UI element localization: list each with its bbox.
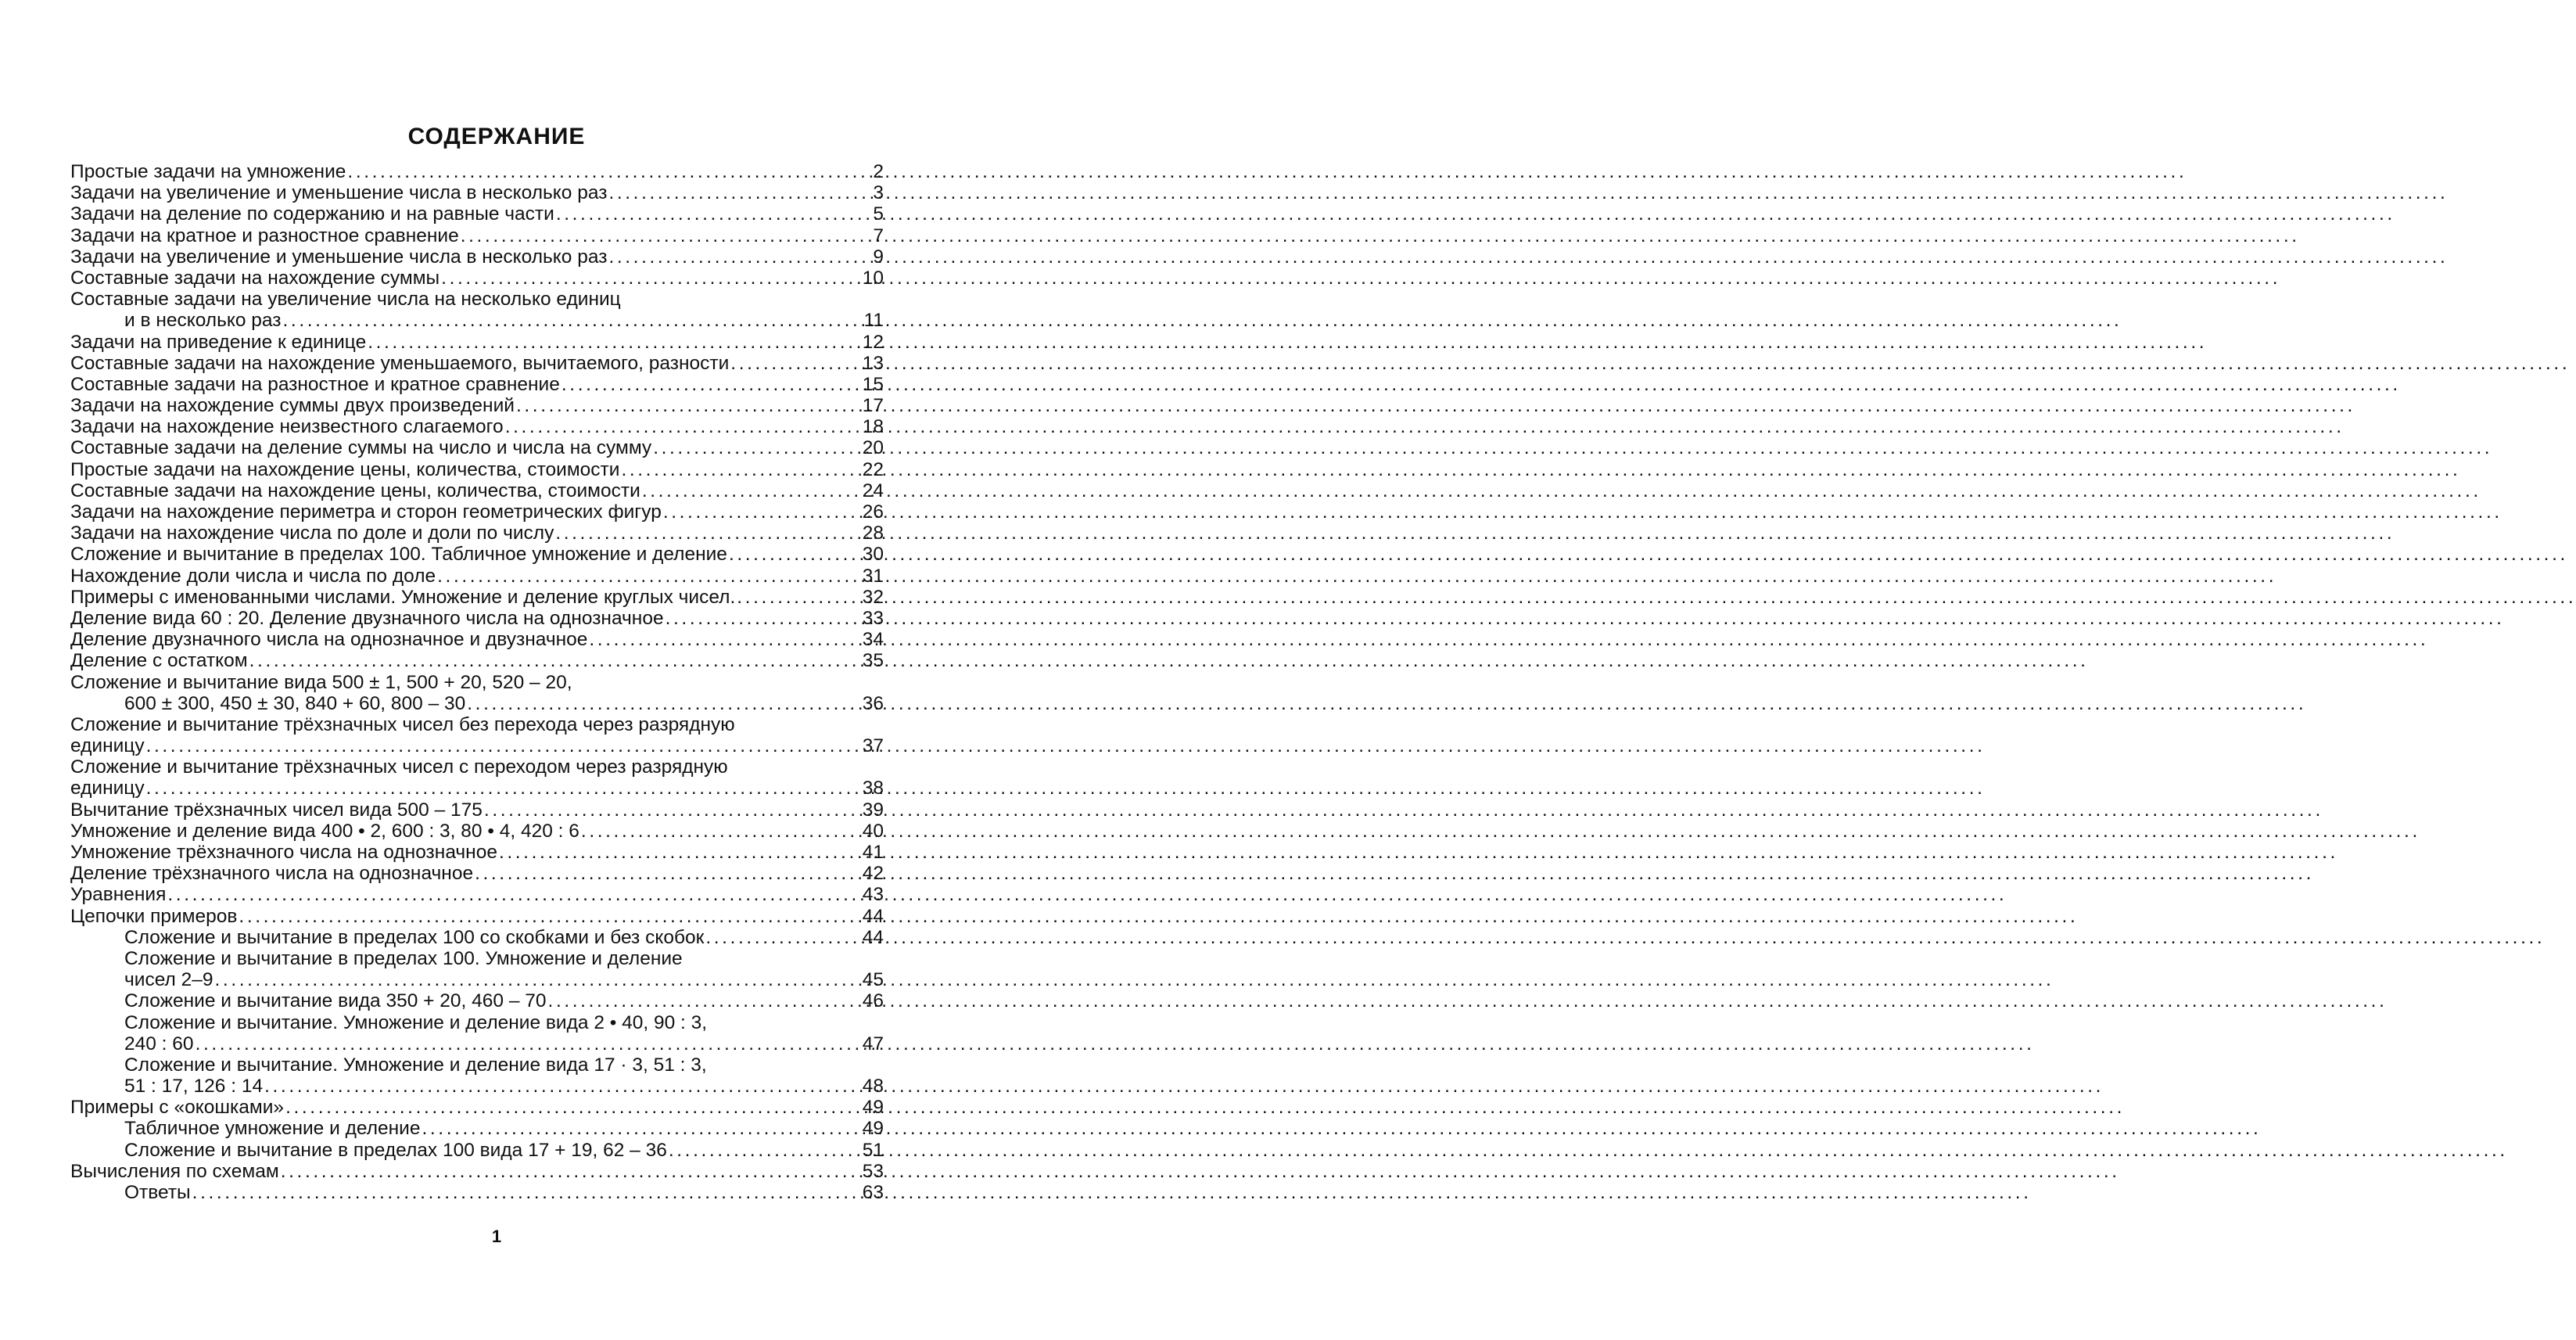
toc-entry	[70, 268, 884, 289]
toc-entry	[70, 310, 884, 331]
toc-entry-page: 49	[862, 1097, 884, 1119]
toc-entry-page: 10	[862, 267, 884, 289]
toc-entry-title: Вычитание трёхзначных чисел вида 500 – 175	[70, 799, 483, 821]
toc-entry-title: Сложение и вычитание в пределах 100. Табличное умножение и деление	[70, 544, 727, 566]
toc-entry	[70, 799, 884, 821]
toc-entry	[70, 332, 884, 353]
toc-entry	[70, 395, 884, 416]
toc-entry-page: 20	[862, 437, 884, 459]
dot-leader	[669, 1140, 861, 1161]
toc-entry-page: 22	[862, 458, 884, 480]
dot-leader	[653, 437, 861, 458]
toc-entry-title: Деление трёхзначного числа на однозначное	[70, 863, 474, 885]
toc-entry-title: Деление вида 60 : 20. Деление двузначного числа на однозначное	[70, 607, 664, 629]
toc-entry-page: 40	[862, 820, 884, 842]
toc-entry	[70, 735, 884, 756]
dot-leader	[621, 459, 860, 480]
toc-entry-page: 53	[862, 1160, 884, 1182]
dot-leader	[505, 416, 861, 437]
toc-entry-title: 600 ± 300, 450 ± 30, 840 + 60, 800 – 30	[124, 692, 466, 714]
toc-entry-page: 33	[862, 607, 884, 629]
toc-entry-title: Составные задачи на увеличение числа на несколько единиц	[70, 289, 621, 311]
toc-entry-title: Умножение и деление вида 400 • 2, 600 : 3, 80 • 4, 420 : 6	[70, 820, 579, 842]
toc-entry-page: 3	[873, 182, 884, 204]
toc-entry-page: 39	[862, 799, 884, 821]
toc-entry-title: 51 : 17, 126 : 14	[124, 1076, 264, 1098]
toc-entry	[70, 416, 884, 437]
toc-entry	[70, 842, 884, 863]
toc-entry	[70, 1182, 884, 1203]
toc-entry-title: единицу	[70, 735, 145, 757]
toc-entry-page: 31	[862, 565, 884, 587]
toc-entry	[70, 437, 884, 458]
toc-entry-page: 24	[862, 480, 884, 501]
toc-entry-title: Сложение и вычитание. Умножение и деление вида 2 • 40, 90 : 3,	[124, 1011, 708, 1033]
dot-leader	[264, 1076, 861, 1097]
toc-entry	[70, 863, 884, 884]
dot-leader	[285, 1097, 861, 1118]
toc-entry-title: Задачи на деление по содержанию и на равные части	[70, 203, 554, 225]
toc-entry-title: Сложение и вычитание. Умножение и деление вида 17 · 3, 51 : 3,	[124, 1054, 707, 1076]
toc-entry-title: единицу	[70, 778, 145, 799]
toc-entry-page: 51	[862, 1139, 884, 1161]
toc-entry-title: 240 : 60	[124, 1033, 194, 1054]
toc-entry-title: Вычисления по схемам	[70, 1160, 279, 1182]
toc-entry-page: 63	[862, 1182, 884, 1203]
toc-entry-page: 11	[863, 310, 884, 332]
toc-entry-page: 49	[862, 1118, 884, 1140]
dot-leader	[729, 544, 861, 565]
toc-entry-title: Составные задачи на разностное и кратное сравнение	[70, 373, 560, 395]
toc-entry-page: 36	[862, 692, 884, 714]
toc-entry	[70, 906, 884, 927]
toc-entry-title: Задачи на нахождение периметра и сторон геометрических фигур	[70, 501, 662, 523]
toc-entry-page: 2	[873, 161, 884, 182]
toc-entry-title: Задачи на приведение к единице	[70, 331, 367, 353]
toc-entry-page: 47	[862, 1033, 884, 1054]
dot-leader	[146, 778, 861, 799]
dot-leader	[516, 395, 861, 416]
page-number: 1	[491, 1227, 502, 1246]
toc-entry-page: 32	[862, 586, 884, 608]
toc-entry	[70, 927, 884, 948]
toc-entry-page: 34	[862, 629, 884, 651]
toc-entry-title: Сложение и вычитание в пределах 100. Умножение и деление	[124, 947, 683, 969]
toc-entry	[70, 608, 884, 629]
dot-leader	[555, 523, 860, 544]
toc-entry	[70, 672, 884, 693]
toc-entry	[70, 1054, 884, 1076]
toc-entry	[70, 182, 884, 203]
toc-entry-title: Сложение и вычитание трёхзначных чисел с переходом через разрядную	[70, 756, 728, 778]
dot-leader	[196, 1033, 861, 1054]
dot-leader	[556, 203, 872, 225]
toc-entry-title: Ответы	[124, 1182, 191, 1203]
toc-entry	[70, 969, 884, 990]
toc-entry-title: Составные задачи на деление суммы на число и числа на сумму	[70, 437, 652, 459]
toc-entry	[70, 714, 884, 735]
toc-entry-title: Нахождение доли числа и числа по доле	[70, 565, 436, 587]
dot-leader	[467, 693, 860, 714]
toc-entry	[70, 821, 884, 842]
toc-entry-page: 43	[862, 884, 884, 906]
toc-entry	[70, 161, 884, 182]
dot-leader	[666, 608, 861, 629]
dot-leader	[608, 182, 871, 203]
toc-entry-title: Цепочки примеров	[70, 905, 238, 927]
toc-entry	[70, 1076, 884, 1097]
dot-leader	[368, 332, 861, 353]
toc-entry-title: Задачи на нахождение неизвестного слагаемого	[70, 416, 504, 438]
toc-entry-title: Уравнения	[70, 884, 167, 906]
toc-entry-page: 5	[873, 203, 884, 225]
toc-entry	[70, 289, 884, 310]
toc-entry-page: 37	[862, 735, 884, 757]
toc-entry	[70, 756, 884, 778]
dot-leader	[281, 1161, 861, 1182]
dot-leader	[192, 1182, 861, 1203]
dot-leader	[581, 821, 861, 842]
toc-entry	[70, 587, 884, 608]
table-of-contents	[70, 161, 884, 1203]
toc-entry-title: Задачи на увеличение и уменьшение числа в несколько раз	[70, 182, 608, 204]
toc-entry-page: 15	[862, 373, 884, 395]
dot-leader	[283, 310, 863, 331]
dot-leader	[347, 161, 871, 182]
dot-leader	[215, 969, 861, 990]
dot-leader	[561, 374, 861, 395]
toc-entry	[70, 1140, 884, 1161]
toc-entry-page: 46	[862, 990, 884, 1012]
toc-entry-title: Умножение трёхзначного числа на однозначное	[70, 842, 497, 863]
toc-entry	[70, 246, 884, 268]
toc-entry	[70, 480, 884, 501]
dot-leader	[737, 587, 860, 608]
toc-entry-page: 41	[862, 842, 884, 863]
toc-entry-page: 48	[862, 1076, 884, 1098]
toc-entry	[70, 225, 884, 246]
dot-leader	[705, 927, 860, 948]
toc-entry-title: Составные задачи на нахождение уменьшаемого, вычитаемого, разности	[70, 352, 730, 374]
toc-entry-title: Задачи на кратное и разностное сравнение	[70, 225, 459, 246]
dot-leader	[475, 863, 861, 884]
toc-entry-title: Сложение и вычитание вида 350 + 20, 460 – 70	[124, 990, 547, 1012]
toc-entry-title: Табличное умножение и деление	[124, 1118, 421, 1140]
toc-entry	[70, 353, 884, 374]
toc-entry-title: Составные задачи на нахождение цены, количества, стоимости	[70, 480, 640, 501]
toc-entry-title: чисел 2–9	[124, 969, 213, 991]
toc-entry-page: 44	[862, 905, 884, 927]
toc-entry	[70, 948, 884, 969]
toc-entry	[70, 884, 884, 905]
toc-entry	[70, 544, 884, 565]
toc-entry-page: 28	[862, 523, 884, 544]
toc-entry	[70, 990, 884, 1011]
toc-entry-page: 38	[862, 778, 884, 799]
dot-leader	[484, 799, 861, 821]
dot-leader	[167, 884, 860, 905]
dot-leader	[499, 842, 861, 863]
dot-leader	[730, 353, 860, 374]
toc-entry	[70, 629, 884, 650]
toc-entry-title: Сложение и вычитание в пределах 100 со скобками и без скобок	[124, 926, 705, 948]
toc-entry-page: 18	[862, 416, 884, 438]
toc-entry-title: Примеры с «окошками»	[70, 1097, 285, 1119]
toc-entry-title: Составные задачи на нахождение суммы	[70, 267, 440, 289]
toc-entry	[70, 203, 884, 225]
toc-entry	[70, 566, 884, 587]
dot-leader	[589, 629, 860, 650]
toc-entry-page: 12	[862, 331, 884, 353]
toc-entry-title: Задачи на увеличение и уменьшение числа в несколько раз	[70, 246, 608, 268]
dot-leader	[548, 990, 861, 1011]
toc-entry-title: Задачи на нахождение суммы двух произведений	[70, 395, 515, 417]
toc-entry	[70, 1012, 884, 1033]
page-title: СОДЕРЖАНИЕ	[407, 124, 586, 149]
toc-entry-page: 7	[873, 225, 884, 246]
toc-entry	[70, 523, 884, 544]
toc-entry	[70, 501, 884, 523]
toc-entry-page: 9	[873, 246, 884, 268]
toc-entry	[70, 1097, 884, 1118]
toc-entry-page: 42	[862, 863, 884, 885]
toc-entry-title: Простые задачи на нахождение цены, количества, стоимости	[70, 458, 620, 480]
dot-leader	[437, 566, 861, 587]
toc-entry	[70, 1033, 884, 1054]
dot-leader	[663, 501, 861, 523]
toc-entry-page: 35	[862, 650, 884, 672]
toc-entry	[70, 459, 884, 480]
toc-entry	[70, 650, 884, 671]
toc-entry-page: 44	[862, 926, 884, 948]
toc-entry-page: 30	[862, 544, 884, 566]
toc-entry-title: Деление с остатком	[70, 650, 248, 672]
toc-entry	[70, 778, 884, 799]
toc-entry-title: Сложение и вычитание трёхзначных чисел без перехода через разрядную	[70, 713, 735, 735]
toc-entry-title: Простые задачи на умножение	[70, 161, 346, 182]
toc-entry-page: 17	[862, 395, 884, 417]
toc-entry	[70, 1161, 884, 1182]
toc-entry	[70, 374, 884, 395]
dot-leader	[642, 480, 861, 501]
dot-leader	[608, 246, 871, 268]
toc-entry	[70, 693, 884, 714]
toc-entry	[70, 1118, 884, 1139]
toc-entry-page: 13	[862, 352, 884, 374]
dot-leader	[146, 735, 861, 756]
toc-entry-title: Примеры с именованными числами. Умножение и деление круглых чисел.	[70, 586, 736, 608]
toc-entry-title: Задачи на нахождение числа по доле и доли по числу	[70, 523, 554, 544]
dot-leader	[239, 906, 860, 927]
toc-entry-page: 45	[862, 969, 884, 991]
dot-leader	[249, 650, 861, 671]
dot-leader	[441, 268, 861, 289]
toc-entry-title: Сложение и вычитание в пределах 100 вида 17 + 19, 62 – 36	[124, 1139, 667, 1161]
toc-entry-title: Деление двузначного числа на однозначное и двузначное	[70, 629, 588, 651]
dot-leader	[422, 1118, 860, 1139]
toc-entry-page: 26	[862, 501, 884, 523]
dot-leader	[461, 225, 872, 246]
toc-entry-title: и в несколько раз	[124, 310, 282, 332]
toc-entry-title: Сложение и вычитание вида 500 ± 1, 500 + 20, 520 – 20,	[70, 671, 572, 693]
